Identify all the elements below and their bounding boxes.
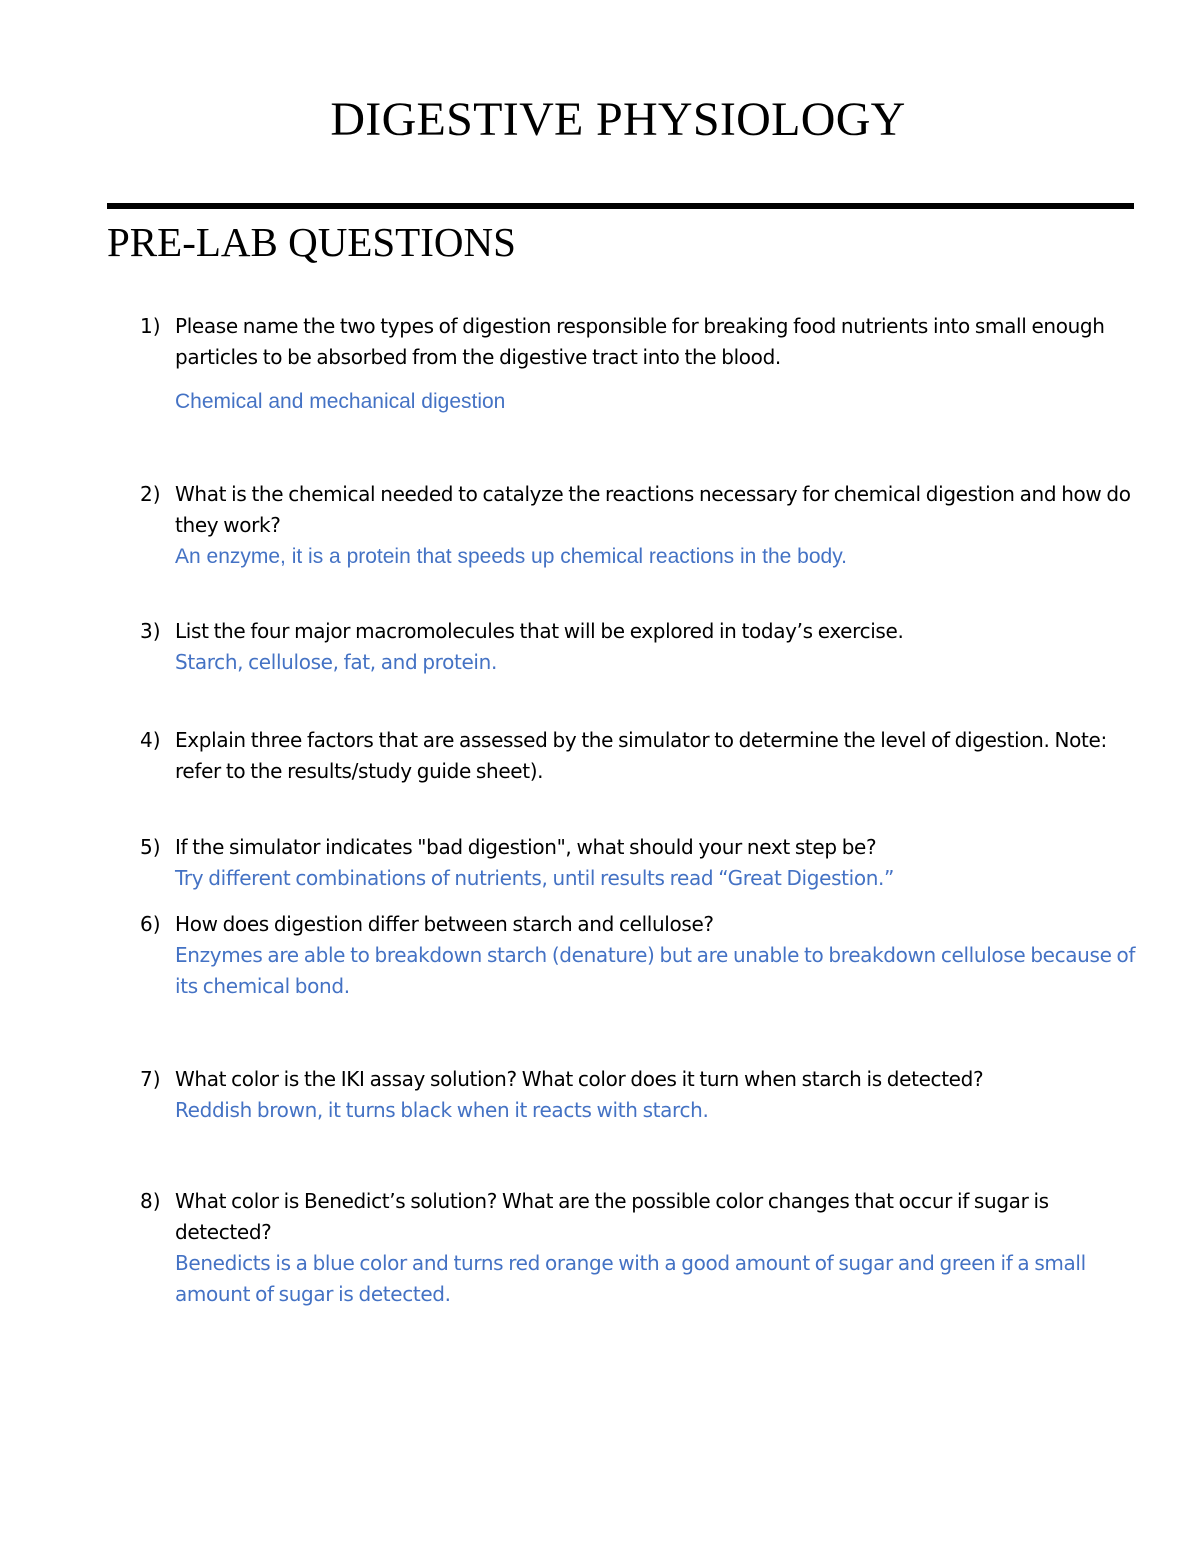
question-item-4 — [140, 725, 1140, 787]
question-item-2 — [140, 479, 1140, 572]
question-item-3 — [140, 616, 1140, 678]
question-text: How does digestion differ between starch and cellulose? — [175, 912, 714, 936]
section-heading: PRE-LAB QUESTIONS — [107, 219, 516, 265]
question-number: 1) — [140, 314, 161, 338]
question-number: 4) — [140, 728, 161, 752]
question-number: 8) — [140, 1189, 161, 1213]
question-text: What color is Benedict’s solution? What are the possible color changes that occur if sugar is detected? — [175, 1189, 1049, 1244]
document-title: DIGESTIVE PHYSIOLOGY — [330, 93, 906, 146]
question-text: Explain three factors that are assessed by the simulator to determine the level of digestion. Note: refer to the results/study guide sheet). — [175, 728, 1107, 783]
answer-text: Benedicts is a blue color and turns red orange with a good amount of sugar and green if a small amount of sugar is detected. — [175, 1251, 1086, 1306]
answer-text: Reddish brown, it turns black when it reacts with starch. — [175, 1098, 709, 1122]
question-item-5 — [140, 832, 1140, 894]
question-item-7 — [140, 1064, 1140, 1126]
question-item-6 — [140, 909, 1140, 1002]
answer-text: Chemical and mechanical digestion — [175, 390, 506, 413]
question-number: 6) — [140, 912, 161, 936]
question-number: 5) — [140, 835, 161, 859]
answer-text: Enzymes are able to breakdown starch (denature) but are unable to breakdown cellulose because of its chemical bond. — [175, 943, 1136, 998]
answer-text: Starch, cellulose, fat, and protein. — [175, 650, 497, 674]
question-item-8 — [140, 1186, 1140, 1310]
question-text: If the simulator indicates "bad digestion", what should your next step be? — [175, 835, 877, 859]
question-text: Please name the two types of digestion responsible for breaking food nutrients into small enough particles to be absorbed from the digestive tract into the blood. — [175, 314, 1105, 369]
answer-text: An enzyme, it is a protein that speeds up chemical reactions in the body. — [175, 545, 847, 568]
answer-text: Try different combinations of nutrients, until results read “Great Digestion.” — [175, 866, 895, 890]
question-text: What is the chemical needed to catalyze the reactions necessary for chemical digestion and how do they work? — [175, 482, 1131, 537]
question-text: List the four major macromolecules that will be explored in today’s exercise. — [175, 619, 904, 643]
question-number: 7) — [140, 1067, 161, 1091]
question-item-1 — [140, 311, 1140, 417]
question-text: What color is the IKI assay solution? What color does it turn when starch is detected? — [175, 1067, 984, 1091]
title-divider — [107, 203, 1134, 209]
question-number: 3) — [140, 619, 161, 643]
question-number: 2) — [140, 482, 161, 506]
